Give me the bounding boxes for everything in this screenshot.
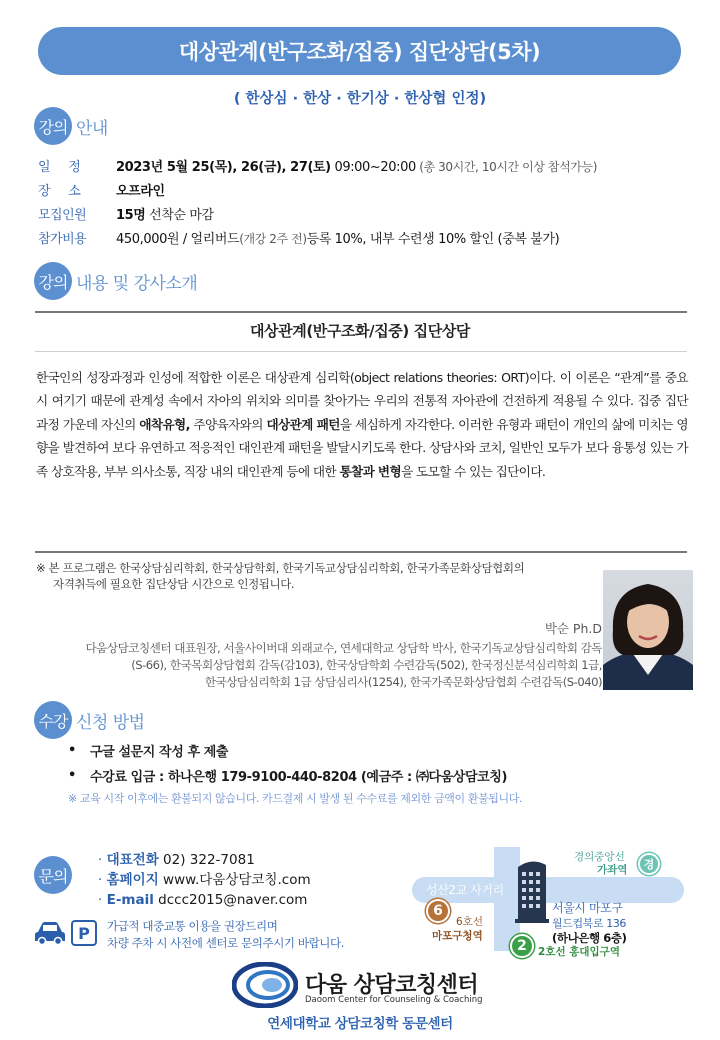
address-line: 서울시 마포구 — [552, 901, 623, 915]
lecturer-photo — [603, 570, 693, 690]
place-value: 오프라인 — [116, 183, 165, 199]
info-row-fee — [38, 225, 688, 249]
refund-note: ※ 교육 시작 이후에는 환불되지 않습니다. 카드결제 시 발생 된 수수료를 제외한 금액이 환불됩니다. — [68, 792, 523, 805]
divider — [35, 551, 687, 553]
desc-text: 주양육자와의 — [189, 416, 267, 432]
title-banner — [38, 27, 681, 75]
fee-paren: (개강 2주 전) — [239, 231, 307, 246]
lecturer-name: 박순 Ph.D — [544, 621, 602, 636]
desc-text: 한국인의 성장과정과 인성에 적합한 이론은 대상관계 심리학(object relations theories: ORT)이다. 이 이론은 “관계”를 중요시 여기기 때문에 관계성 속에서 자아의 위치와 의미를 찾아가는 우리의 전통적 자아관에 건전하게 적용될 수 있다. 집중 집단 과정 가운데 자신의 — [36, 370, 688, 432]
section-title: 내용 및 강사소개 — [76, 273, 198, 294]
gyeongui-mark: 경 — [643, 858, 655, 871]
info-row-recruit — [38, 201, 688, 225]
contact-web: · 홈페이지 www.다움상담코칭.com — [98, 872, 311, 888]
crossroad-label: 성산2교 사거리 — [426, 883, 504, 897]
lecturer-credentials — [20, 640, 602, 691]
section-title: 안내 — [76, 118, 108, 139]
info-row-place — [38, 177, 688, 201]
address-line: 월드컵북로 136 — [552, 917, 627, 930]
cred-line: 다움상담코칭센터 대표원장, 서울사이버대 외래교수, 연세대학교 상담학 박사, 한국기독교상담심리학회 감독 — [85, 641, 602, 655]
info-label: 모집인원 — [38, 207, 87, 223]
center-english-name: Daoom Center for Counseling & Coaching — [305, 995, 483, 1005]
car-icon — [34, 920, 66, 946]
section-header-guide — [34, 107, 108, 145]
section-circle: 강의 — [34, 262, 72, 300]
note-line: 자격취득에 필요한 집단상담 시간으로 인정됩니다. — [53, 577, 295, 591]
certification-note — [36, 560, 656, 592]
parking-line: 차량 주차 시 사전에 센터로 문의주시기 바랍니다. — [107, 936, 344, 950]
note-line: ※ 본 프로그램은 한국상담심리학회, 한국상담학회, 한국기독교상담심리학회, 한국가족문화상담협회의 — [36, 561, 525, 575]
contact-info — [98, 850, 311, 910]
recruit-value: 15명 — [116, 207, 146, 223]
info-row-date — [38, 153, 688, 177]
page-title: 대상관계(반구조화/집중) 집단상담(5차) — [178, 40, 541, 64]
center-name: 다움 상담코칭센터 — [305, 973, 479, 998]
address-line: (하나은행 6층) — [552, 931, 627, 945]
date-value: 2023년 5월 25(목), 26(금), 27(토) — [116, 159, 331, 175]
gyeongui-badge — [638, 853, 660, 875]
section-header-content — [34, 262, 197, 300]
logo-icon — [232, 962, 298, 1008]
parking-note — [107, 918, 344, 952]
gyeongui-station: 가좌역 — [597, 864, 628, 876]
line6-badge — [426, 899, 450, 923]
certification-text: ( 한상심 · 한상 · 한기상 · 한상협 인정) — [233, 91, 487, 107]
fee-rest: 등록 10%, 내부 수련생 10% 할인 (중복 불가) — [306, 231, 560, 247]
gyeongui-top: 경의중앙선 — [574, 851, 625, 863]
website-link[interactable]: www.다움상담코칭.com — [158, 872, 311, 888]
info-label: 장 소 — [38, 183, 81, 199]
bullet-icon: • — [68, 743, 76, 758]
divider — [35, 311, 687, 313]
contact-phone: · 대표전화 02) 322-7081 — [98, 852, 255, 868]
email-link[interactable]: dccc2015@naver.com — [153, 892, 308, 908]
bullet-icon: • — [68, 768, 76, 783]
section-circle: 문의 — [34, 856, 72, 894]
info-label: 일 정 — [38, 159, 81, 175]
desc-text: 을 세심하게 자각한다. 이러한 유형과 패턴이 개인의 삶에 미치는 영향을 발견하여 보다 유연하고 적응적인 대인관계 패턴을 발달시키도록 한다. 상담사와 코치, 일반인 모두가 보다 융통성 있는 가족 상호작용, 부부 의사소통, 직장 내의 대인관계 등에 대한 — [36, 416, 688, 479]
section-circle: 수강 — [34, 701, 72, 739]
line2-label: 2호선 홍대입구역 — [538, 946, 620, 958]
info-table — [38, 153, 688, 249]
apply-text: 구글 설문지 작성 후 제출 — [90, 745, 229, 760]
building-icon — [515, 861, 549, 923]
contact-mail: · E-mail dccc2015@naver.com — [98, 892, 308, 908]
desc-bold: 대상관계 패턴 — [266, 416, 340, 432]
desc-bold: 애착유형, — [139, 416, 190, 432]
date-time: 09:00~20:00 — [330, 159, 416, 175]
line2-num: 2 — [517, 938, 527, 954]
cred-line: 한국상담심리학회 1급 상담심리사(1254), 한국가족문화상담협회 수련감독(S-040) — [204, 675, 602, 689]
section-circle: 강의 — [34, 107, 72, 145]
section-header-apply — [34, 701, 145, 739]
alumni-center-name: 연세대학교 상담코칭학 동문센터 — [267, 1016, 453, 1032]
date-note: (총 30시간, 10시간 이상 참석가능) — [415, 159, 597, 174]
fee-value: 450,000원 / 얼리버드 — [116, 231, 240, 247]
parking-line: 가급적 대중교통 이용을 권장드리며 — [107, 919, 278, 933]
apply-item — [60, 738, 660, 763]
location-map — [412, 845, 702, 970]
contact-value: 02) 322-7081 — [158, 852, 255, 868]
apply-text: 수강료 입금 : 하나은행 179-9100-440-8204 (예금주 : ㈜다움상담코칭) — [90, 770, 508, 785]
line6-num: 6 — [433, 903, 443, 919]
program-description — [36, 366, 688, 483]
contact-label: E-mail — [106, 892, 154, 908]
parking-letter: P — [78, 923, 90, 943]
desc-text: 을 도모할 수 있는 집단이다. — [401, 463, 546, 479]
desc-bold: 통찰과 변형 — [339, 463, 402, 479]
info-label: 참가비용 — [38, 231, 87, 247]
line6-station: 마포구청역 — [432, 930, 483, 942]
apply-list — [60, 738, 660, 806]
address — [552, 901, 626, 946]
parking-icon — [71, 920, 97, 946]
contact-label: 홈페이지 — [106, 872, 159, 888]
cred-line: (S-66), 한국목회상담협회 감독(감103), 한국상담학회 수련감독(502), 한국정신분석심리학회 1급, — [131, 658, 602, 672]
line6-label: 6호선 — [456, 916, 483, 928]
section-title: 신청 방법 — [76, 712, 145, 733]
recruit-note: 선착순 마감 — [145, 207, 214, 223]
section-header-contact — [34, 856, 72, 894]
apply-item — [60, 763, 660, 788]
line2-badge — [510, 934, 534, 958]
program-title: 대상관계(반구조화/집중) 집단상담 — [249, 322, 471, 340]
divider — [35, 351, 687, 352]
contact-label: 대표전화 — [106, 852, 159, 868]
